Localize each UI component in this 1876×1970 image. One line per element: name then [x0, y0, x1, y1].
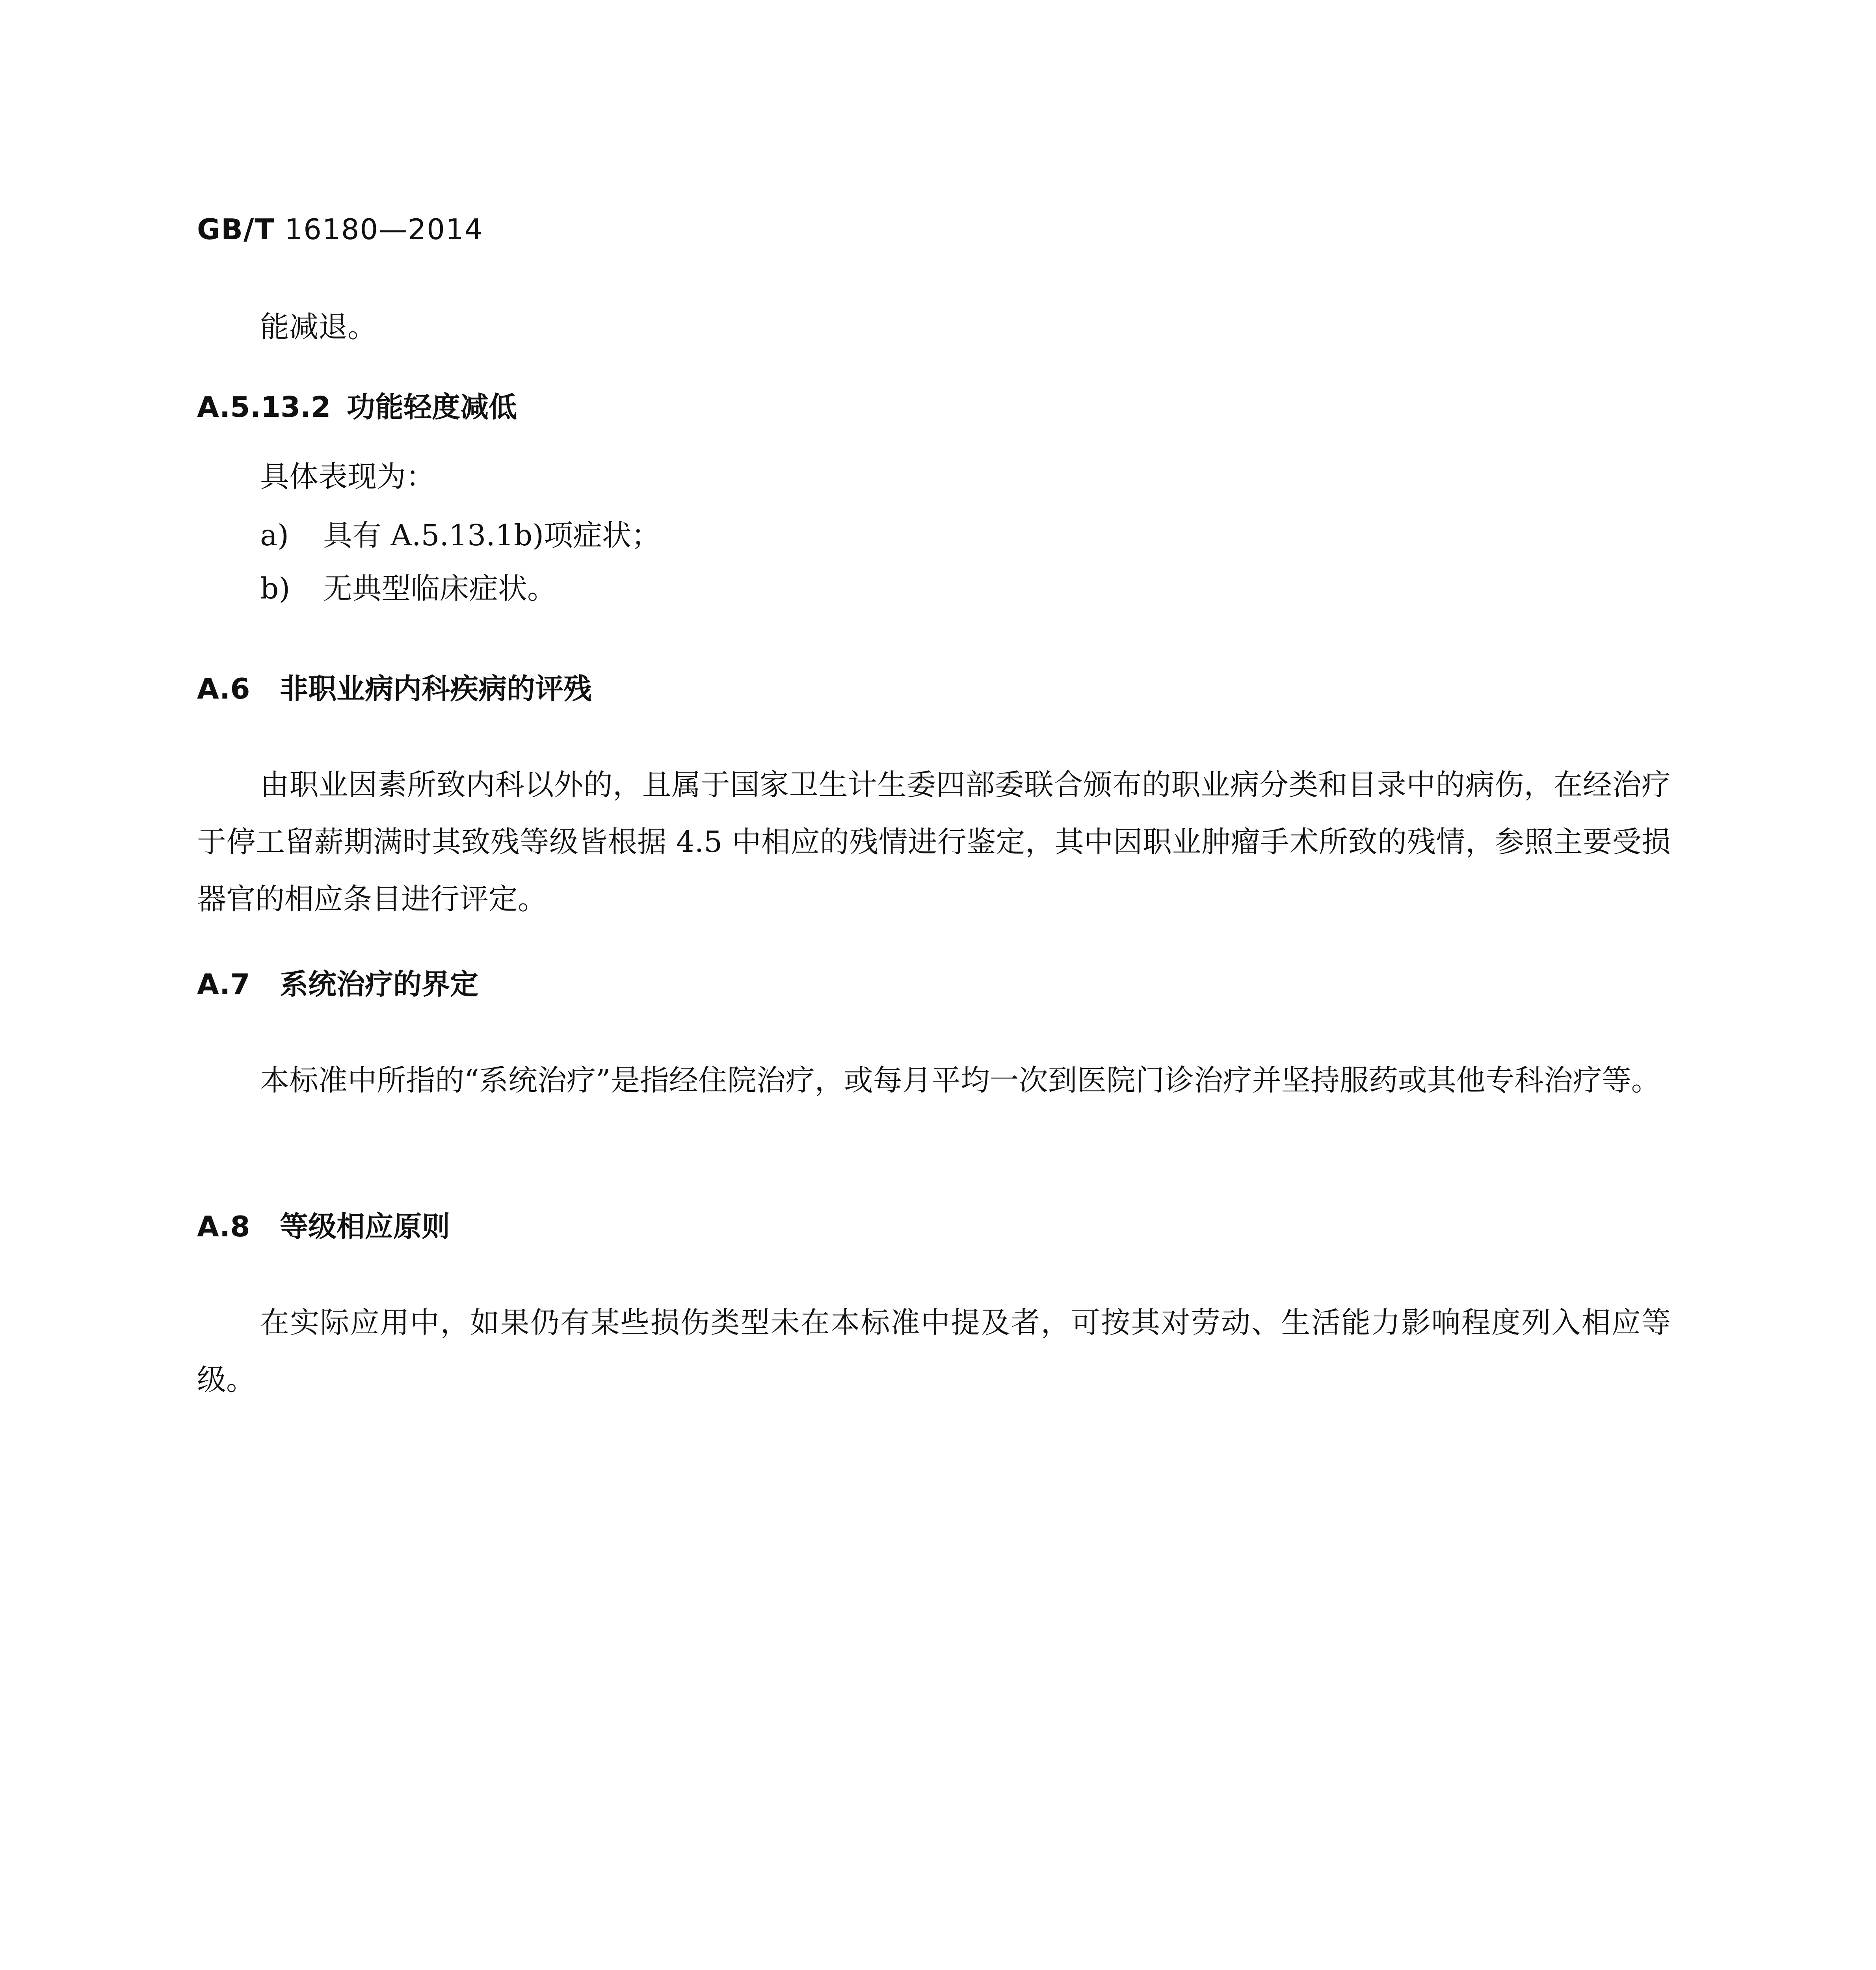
section-paragraph-a6: 由职业因素所致内科以外的，且属于国家卫生计生委四部委联合颁布的职业病分类和目录中的病伤，在经治疗于停工留薪期满时其致残等级皆根据 4.5 中相应的残情进行鉴定，其中因职业肿瘤手术所致的残情，参照主要受损器官的相应条目进行评定。 — [197, 768, 1671, 916]
section-paragraph-a8: 在实际应用中，如果仍有某些损伤类型未在本标准中提及者，可按其对劳动、生活能力影响程度列入相应等级。 — [197, 1306, 1671, 1397]
section-title: 等级相应原则 — [280, 1210, 450, 1243]
standard-number: 16180—2014 — [284, 213, 483, 246]
section-paragraph-a7: 本标准中所指的“系统治疗”是指经住院治疗，或每月平均一次到医院门诊治疗并坚持服药或其他专科治疗等。 — [260, 1063, 1660, 1097]
section-title: 非职业病内科疾病的评残 — [280, 672, 592, 705]
section-number: A.5.13.2 — [197, 390, 331, 424]
continued-text: 能减退。 — [260, 310, 377, 344]
list-item-text: 无典型临床症状。 — [323, 572, 556, 606]
page-header — [197, 213, 483, 246]
section-heading-a5132 — [197, 384, 517, 425]
section-title: 功能轻度减低 — [347, 390, 517, 424]
list-marker: b) — [260, 572, 290, 606]
intro-text: 具体表现为： — [260, 460, 435, 494]
section-heading-a7 — [197, 961, 478, 1002]
list-item — [260, 565, 556, 607]
section-number: A.6 — [197, 672, 250, 705]
section-number: A.7 — [197, 968, 250, 1001]
list-marker: a) — [260, 519, 289, 552]
section-heading-a8 — [197, 1204, 450, 1245]
section-title: 系统治疗的界定 — [280, 968, 479, 1001]
section-heading-a6 — [197, 666, 592, 707]
section-number: A.8 — [197, 1210, 250, 1243]
list-item — [260, 512, 660, 554]
standard-code: GB/T — [197, 213, 275, 246]
list-item-text: 具有 A.5.13.1b)项症状； — [323, 519, 661, 552]
